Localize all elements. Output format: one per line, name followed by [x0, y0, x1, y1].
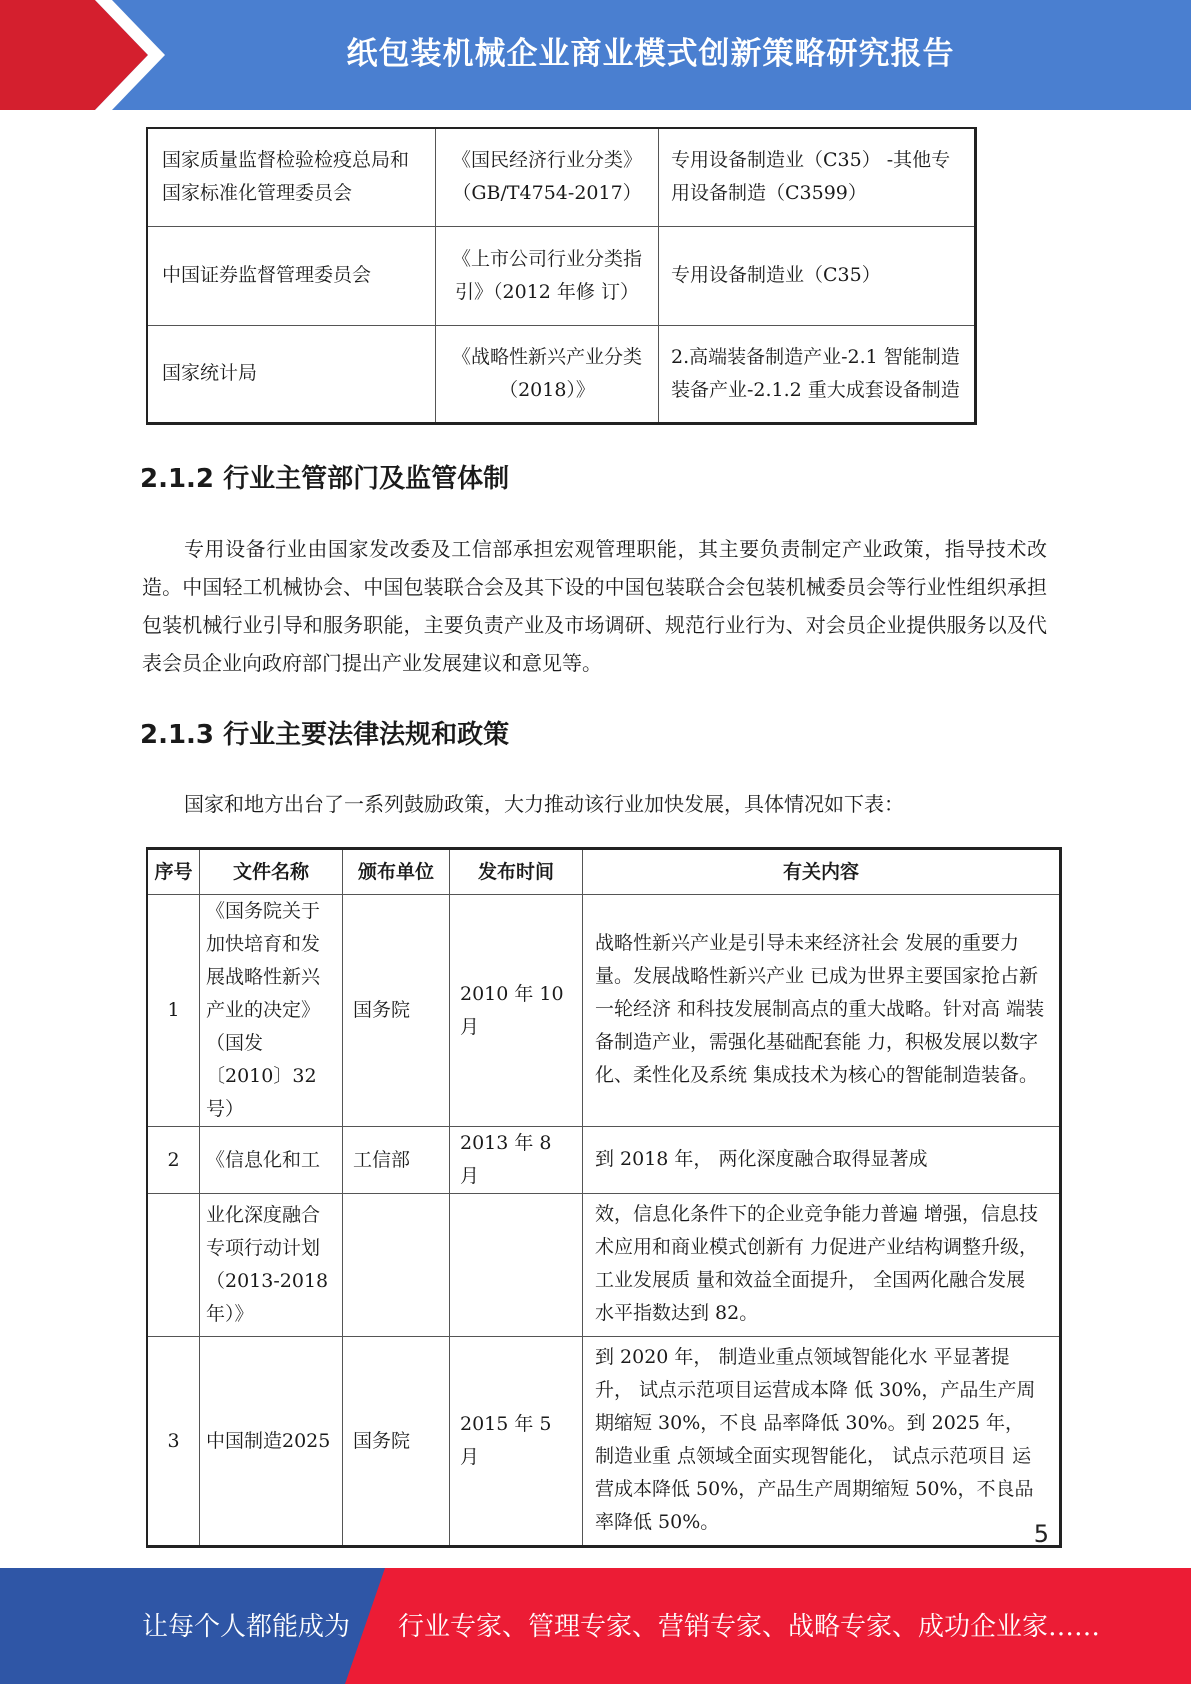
table-cell-doc: 《战略性新兴产业分类（2018）》	[436, 325, 659, 423]
policy-table	[146, 847, 1062, 1548]
table-row	[147, 1127, 1061, 1194]
table-cell-file: 《信息化和工	[200, 1127, 343, 1194]
table-cell-unit: 国务院	[343, 1337, 450, 1547]
industry-classification-table	[146, 127, 977, 425]
table-cell-no	[147, 1194, 200, 1337]
table-row	[147, 128, 976, 226]
table-cell-date: 2013 年 8 月	[450, 1127, 583, 1194]
column-header-content: 有关内容	[583, 849, 1061, 895]
table-cell-unit: 国务院	[343, 895, 450, 1127]
table-cell-file: 业化深度融合专项行动计划（2013-2018年）》	[200, 1194, 343, 1337]
table-cell-org: 国家统计局	[147, 325, 436, 423]
footer-slogan-left: 让每个人都能成为	[142, 1612, 351, 1642]
table-cell-no: 2	[147, 1127, 200, 1194]
table-cell-content: 战略性新兴产业是引导未来经济社会 发展的重要力量。发展战略性新兴产业 已成为世界主要国家抢占新一轮经济 和科技发展制高点的重大战略。针对高 端装备制造产业，需强化基础配套能 力，积极发展以数字化、柔性化及系统 集成技术为核心的智能制造装备。	[583, 895, 1061, 1127]
table-cell-doc: 《国民经济行业分类》（GB/T4754-2017）	[436, 128, 659, 226]
table-cell-file: 中国制造2025	[200, 1337, 343, 1547]
paragraph-regulator: 专用设备行业由国家发改委及工信部承担宏观管理职能，其主要负责制定产业政策，指导技术改造。中国轻工机械协会、中国包装联合会及其下设的中国包装联合会包装机械委员会等行业性组织承担包装机械行业引导和服务职能，主要负责产业及市场调研、规范行业行为、对会员企业提供服务以及代表会员企业向政府部门提出产业发展建议和意见等。	[142, 537, 1047, 675]
table-cell-file: 《国务院关于加快培育和发展战略性新兴产业的决定》（国发〔2010〕32号）	[200, 895, 343, 1127]
page-header	[0, 0, 1191, 110]
table-cell-content: 专用设备制造业（C35） -其他专 用设备制造（C3599）	[659, 128, 976, 226]
table-cell-content: 专用设备制造业（C35）	[659, 226, 976, 325]
table-cell-no: 3	[147, 1337, 200, 1547]
table-header-row	[147, 849, 1061, 895]
page-number: 5	[1033, 1520, 1049, 1548]
table-cell-date	[450, 1194, 583, 1337]
table-row	[147, 1337, 1061, 1547]
column-header-unit: 颁布单位	[343, 849, 450, 895]
column-header-no: 序号	[147, 849, 200, 895]
table-cell-unit: 工信部	[343, 1127, 450, 1194]
table-cell-unit	[343, 1194, 450, 1337]
section-heading-regulator: 2.1.2 行业主管部门及监管体制	[140, 464, 510, 494]
table-cell-doc: 《上市公司行业分类指引》（2012 年修 订）	[436, 226, 659, 325]
table-cell-content: 到 2020 年， 制造业重点领域智能化水 平显著提升， 试点示范项目运营成本降 低 30%，产品生产周期缩短 30%，不良 品率降低 30%。到 2025 年， 制造业重 点领域全面实现智能化， 试点示范项目 运营成本降低 50%，产品生产周期缩短 50%，不良品率降低 50%。	[583, 1337, 1061, 1547]
table-cell-org: 中国证券监督管理委员会	[147, 226, 436, 325]
footer-slogan-right: 行业专家、管理专家、营销专家、战略专家、成功企业家……	[398, 1612, 1101, 1642]
table-cell-content: 到 2018 年， 两化深度融合取得显著成	[583, 1127, 1061, 1194]
table-cell-date: 2010 年 10 月	[450, 895, 583, 1127]
section-heading-policies: 2.1.3 行业主要法律法规和政策	[140, 720, 510, 750]
column-header-file: 文件名称	[200, 849, 343, 895]
table-cell-no: 1	[147, 895, 200, 1127]
table-row	[147, 226, 976, 325]
table-row	[147, 1194, 1061, 1337]
page-footer	[0, 1568, 1191, 1684]
paragraph-policies-intro: 国家和地方出台了一系列鼓励政策，大力推动该行业加快发展，具体情况如下表：	[184, 792, 904, 816]
table-cell-content: 2.高端装备制造产业-2.1 智能制造 装备产业-2.1.2 重大成套设备制造	[659, 325, 976, 423]
table-row	[147, 325, 976, 423]
table-cell-org: 国家质量监督检验检疫总局和国家标准化管理委员会	[147, 128, 436, 226]
table-cell-content: 效，信息化条件下的企业竞争能力普遍 增强，信息技术应用和商业模式创新有 力促进产业结构调整升级， 工业发展质 量和效益全面提升， 全国两化融合发展 水平指数达到 82。	[583, 1194, 1061, 1337]
column-header-date: 发布时间	[450, 849, 583, 895]
table-row	[147, 895, 1061, 1127]
header-title: 纸包装机械企业商业模式创新策略研究报告	[346, 36, 955, 72]
table-cell-date: 2015 年 5 月	[450, 1337, 583, 1547]
